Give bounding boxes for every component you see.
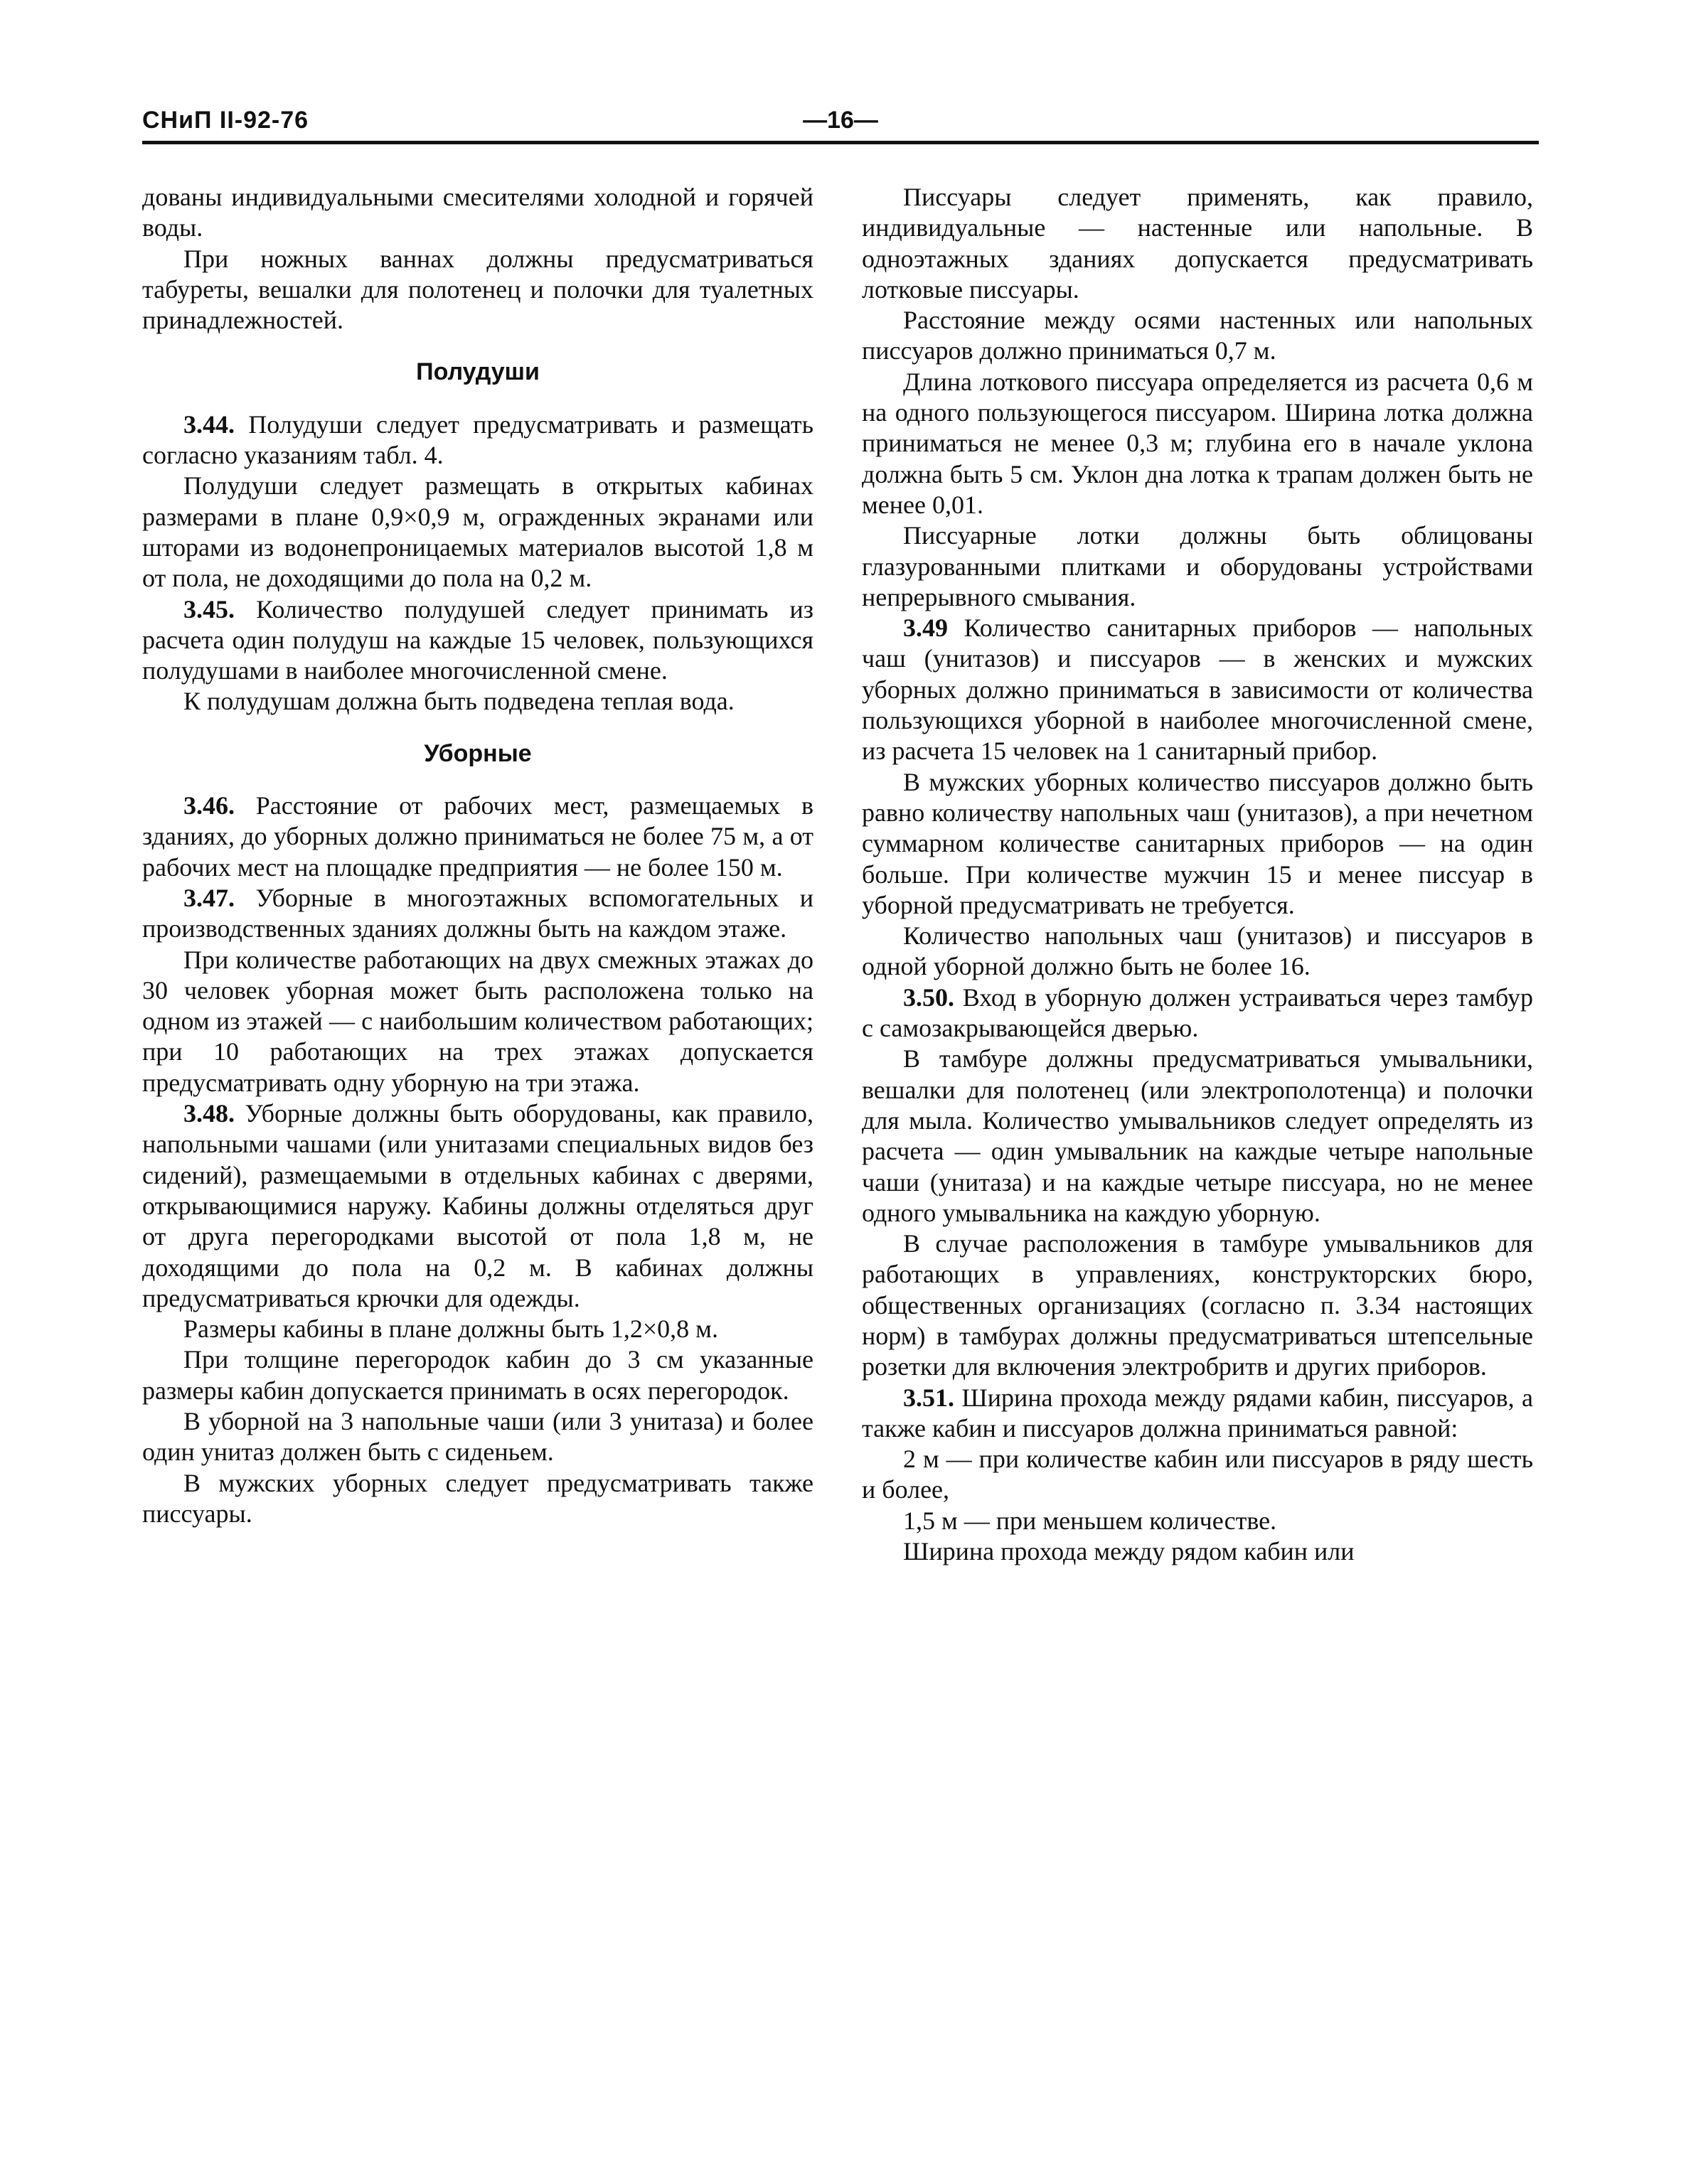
paragraph-text: 1,5 м — при меньшем количестве. [903, 1506, 1277, 1535]
paragraph [862, 921, 1533, 983]
paragraph-text: Уборные должны быть оборудованы, как правило, напольными чашами (или унитазами специальных видов без сидений), размещаемыми в отдельных кабинах с дверями, открывающимися наружу. Кабины должны отделяться друг от друга перегородками высотой от пола 1,8 м, не доходящими до пола на 0,2 м. В кабинах должны предусматриваться крючки для одежды. [142, 1099, 813, 1312]
paragraph-text: При ножных ваннах должны предусматриваться табуреты, вешалки для полотенец и полочки для туалетных принадлежностей. [142, 244, 813, 335]
paragraph-text: Уборные в многоэтажных вспомогательных и производственных зданиях должны быть на каждом этаже. [142, 883, 813, 943]
paragraph-text: Количество полудушей следует принимать из расчета один полудуш на каждые 15 человек, пользующихся полудушами в наиболее многочисленной смене. [142, 594, 814, 685]
paragraph [142, 1406, 813, 1468]
paragraph-text: В мужских уборных следует предусматривать также писсуары. [142, 1468, 813, 1528]
clause-number: 3.50. [903, 983, 954, 1012]
section-heading: Полудуши [416, 358, 540, 386]
paragraph [862, 1228, 1533, 1382]
paragraph-text: Полудуши следует предусматривать и размещать согласно указаниям табл. 4. [142, 410, 814, 470]
paragraph [142, 686, 813, 717]
clause-number: 3.51. [903, 1383, 954, 1412]
paragraph [862, 1044, 1533, 1228]
right-column [862, 182, 1533, 1567]
paragraph-text: Полудуши следует размещать в открытых кабинах размерами в плане 0,9×0,9 м, огражденных экранами или шторами из водонепроницаемых материалов высотой 1,8 м от пола, не доходящими до пола на 0,2 м. [142, 471, 813, 593]
paragraph [862, 520, 1533, 613]
paragraph-text: Размеры кабины в плане должны быть 1,2×0,8 м. [183, 1315, 718, 1344]
paragraph-text: Количество напольных чаш (унитазов) и писсуаров в одной уборной должно быть не более 16. [862, 921, 1533, 981]
paragraph-text: Количество санитарных приборов — напольных чаш (унитазов) и писсуаров — в женских и мужских уборных должно приниматься в зависимости от количества пользующихся уборной в наиболее многочисленной смене, из расчета 15 человек на 1 санитарный прибор. [862, 614, 1533, 766]
paragraph [142, 471, 813, 594]
paragraph-text: В случае расположения в тамбуре умывальников для работающих в управлениях, конструкторских бюро, общественных организациях (согласно п. 3.34 настоящих норм) в тамбурах должны предусматриваться штепсельные розетки для включения электробритв и других приборов. [862, 1229, 1533, 1381]
clause-number: 3.48. [183, 1099, 235, 1128]
paragraph-text: В уборной на 3 напольные чаши (или 3 унитаза) и более один унитаз должен быть с сиденьем. [142, 1406, 813, 1467]
paragraph [142, 594, 813, 687]
paragraph-text: В тамбуре должны предусматриваться умывальники, вешалки для полотенец (или электрополотенца) и полочки для мыла. Количество умывальников следует определять из расчета — один умывальник на каждые четыре напольные чаши (унитаза) и на каждые четыре писсуара, но не менее одного умывальника на каждую уборную. [862, 1044, 1533, 1227]
section-heading: Уборные [424, 739, 532, 767]
paragraph-text: Вход в уборную должен устраиваться через тамбур с самозакрывающейся дверью. [862, 983, 1534, 1043]
paragraph [862, 767, 1533, 921]
paragraph [142, 883, 813, 945]
paragraph-text: Писсуарные лотки должны быть облицованы глазурованными плитками и оборудованы устройствами непрерывного смывания. [862, 521, 1533, 611]
paragraph-text: дованы индивидуальными смесителями холодной и горячей воды. [142, 183, 813, 242]
paragraph [862, 1506, 1533, 1536]
document-code: СНиП II-92-76 [142, 107, 309, 134]
paragraph [862, 1444, 1533, 1506]
paragraph-text: Расстояние между осями настенных или напольных писсуаров должно приниматься 0,7 м. [862, 306, 1533, 365]
paragraph-text: Длина лоткового писсуара определяется из расчета 0,6 м на одного пользующегося писсуаром. Ширина лотка должна приниматься не менее 0,3 м; глубина его в начале уклона должна быть 5 см. Уклон дна лотка к трапам должен быть не менее 0,01. [862, 367, 1533, 519]
paragraph-text: Расстояние от рабочих мест, размещаемых в зданиях, до уборных должно приниматься не более 75 м, а от рабочих мест на площадке предприятия — не более 150 м. [142, 791, 814, 882]
clause-number: 3.49 [903, 614, 948, 643]
paragraph [142, 1098, 813, 1314]
paragraph-text: К полудушам должна быть подведена теплая вода. [183, 687, 735, 716]
paragraph [142, 410, 813, 471]
paragraph-text: При количестве работающих на двух смежных этажах до 30 человек уборная может быть расположена только на одном из этажей — с наибольшим количеством работающих; при 10 работающих на трех этажах допускается предусматривать одну уборную на три этажа. [142, 945, 813, 1097]
paragraph [862, 983, 1533, 1044]
paragraph-text: Писсуары следует применять, как правило, индивидуальные — настенные или напольные. В одноэтажных зданиях допускается предусматривать лотковые писсуары. [862, 183, 1533, 304]
paragraph [142, 244, 813, 336]
paragraph [862, 367, 1533, 520]
clause-number: 3.44. [183, 410, 235, 439]
clause-number: 3.46. [183, 791, 235, 820]
paragraph-text: Ширина прохода между рядом кабин или [903, 1537, 1355, 1566]
paragraph [862, 613, 1533, 766]
paragraph-text: Ширина прохода между рядами кабин, писсуаров, а также кабин и писсуаров должна приниматься равной: [862, 1383, 1534, 1442]
paragraph [142, 182, 813, 244]
paragraph [862, 1383, 1533, 1445]
header-rule [142, 141, 1539, 144]
clause-number: 3.45. [183, 594, 235, 623]
left-column [142, 182, 813, 1529]
paragraph [142, 945, 813, 1098]
page-header [142, 107, 1539, 142]
paragraph [142, 791, 813, 883]
page-number: —16— [803, 107, 878, 134]
paragraph-text: 2 м — при количестве кабин или писсуаров в ряду шесть и более, [862, 1445, 1533, 1504]
paragraph [862, 305, 1533, 367]
paragraph-text: При толщине перегородок кабин до 3 см указанные размеры кабин допускается принимать в осях перегородок. [142, 1345, 813, 1405]
paragraph [142, 1468, 813, 1530]
paragraph [862, 182, 1533, 305]
paragraph [862, 1536, 1533, 1567]
clause-number: 3.47. [183, 883, 235, 912]
paragraph [142, 1314, 813, 1344]
paragraph [142, 1344, 813, 1406]
paragraph-text: В мужских уборных количество писсуаров должно быть равно количеству напольных чаш (унитазов), а при нечетном суммарном количестве санитарных приборов — на один больше. При количестве мужчин 15 и менее писсуар в уборной предусматривать не требуется. [862, 767, 1533, 919]
